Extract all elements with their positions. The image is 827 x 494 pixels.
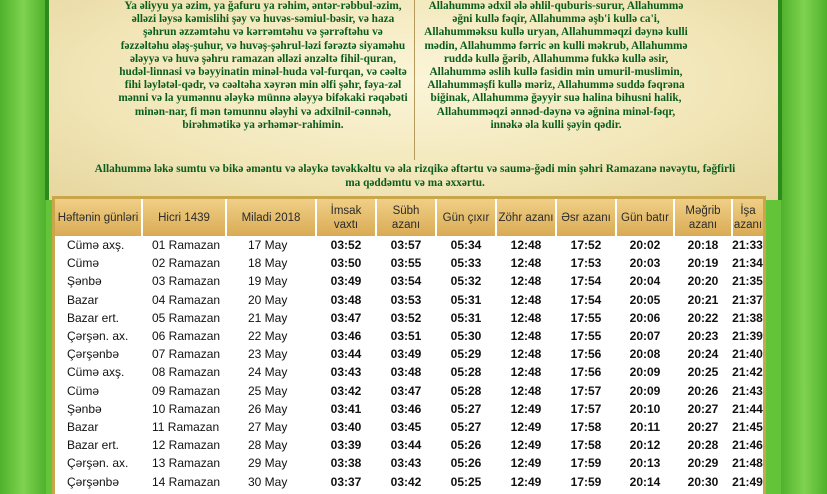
cell-weekday: Cümə (67, 256, 100, 271)
table-header-row (55, 199, 763, 236)
cell-weekday: Şənbə (67, 401, 102, 416)
left-frame-border (0, 0, 46, 494)
cell-dhuhr: 12:48 (510, 365, 542, 380)
cell-dhuhr: 12:49 (510, 474, 542, 489)
cell-gregorian: 20 May (248, 292, 288, 307)
cell-hijri: 02 Ramazan (152, 256, 221, 271)
cell-imsak: 03:40 (316, 418, 376, 436)
cell-asr: 17:53 (570, 256, 602, 271)
table-row (55, 309, 763, 327)
cell-asr: 17:54 (570, 292, 602, 307)
cell-dhuhr: 12:49 (510, 401, 542, 416)
cell-sunrise: 05:27 (436, 418, 496, 436)
cell-isha: 21:35 (732, 272, 763, 290)
cell-maghrib: 20:25 (687, 365, 719, 380)
cell-weekday: Bazar ert. (67, 438, 120, 453)
cell-hijri: 07 Ramazan (142, 345, 226, 363)
cell-maghrib: 20:20 (674, 272, 732, 290)
cell-dhuhr: 12:48 (496, 236, 556, 254)
cell-fajr: 03:52 (376, 309, 436, 327)
table-row (55, 436, 763, 454)
ramadan-schedule-table (52, 196, 766, 494)
cell-hijri: 08 Ramazan (152, 365, 221, 380)
table-row (55, 400, 763, 418)
cell-imsak: 03:48 (330, 292, 362, 307)
cell-sunset: 20:10 (629, 401, 661, 416)
cell-maghrib: 20:22 (674, 309, 732, 327)
table-body (55, 236, 763, 491)
cell-hijri: 03 Ramazan (142, 272, 226, 290)
cell-gregorian: 18 May (248, 256, 288, 271)
cell-gregorian: 27 May (226, 418, 316, 436)
cell-isha: 21:48 (732, 454, 763, 472)
cell-weekday: Çərşən. ax. (55, 454, 142, 472)
cell-imsak: 03:42 (316, 382, 376, 400)
cell-dhuhr: 12:48 (496, 272, 556, 290)
cell-gregorian: 17 May (226, 236, 316, 254)
cell-sunrise: 05:26 (450, 438, 482, 453)
table-row (55, 454, 763, 472)
header-fajr: Sübh azanı (376, 199, 436, 236)
cell-fajr: 03:55 (390, 256, 422, 271)
cell-imsak: 03:46 (330, 329, 362, 344)
cell-sunset: 20:05 (629, 292, 661, 307)
header-sunrise: Gün çıxır (436, 199, 496, 236)
cell-isha: 21:45 (732, 418, 763, 436)
cell-weekday: Şənbə (55, 272, 142, 290)
cell-dhuhr: 12:48 (496, 345, 556, 363)
cell-dhuhr: 12:48 (510, 292, 542, 307)
cell-hijri: 13 Ramazan (142, 454, 226, 472)
cell-gregorian: 30 May (248, 474, 288, 489)
cell-maghrib: 20:21 (687, 292, 719, 307)
cell-sunrise: 05:34 (436, 236, 496, 254)
cell-weekday: Cümə (55, 382, 142, 400)
right-frame-border (781, 0, 827, 494)
cell-dhuhr: 12:49 (510, 438, 542, 453)
cell-isha: 21:33 (732, 236, 763, 254)
table-row (55, 254, 763, 272)
cell-weekday: Bazar (55, 418, 142, 436)
cell-gregorian: 21 May (226, 309, 316, 327)
cell-sunrise: 05:33 (450, 256, 482, 271)
iftar-prayer-text: Allahummə ləkə sumtu və bikə əmәntu və ələykə təvəkkəltu və əla rizqikə əftərtu və saumə-ğədi min şəhri Ramazanə nəvəytu, fəğfirli ma qəddəmtu və ma əxxərtu. (94, 163, 736, 189)
cell-isha: 21:40 (732, 345, 763, 363)
cell-sunset: 20:09 (629, 365, 661, 380)
cell-sunset: 20:06 (616, 309, 674, 327)
cell-sunrise: 05:30 (450, 329, 482, 344)
cell-sunrise: 05:26 (436, 454, 496, 472)
cell-imsak: 03:50 (330, 256, 362, 271)
table-row (55, 345, 763, 363)
cell-fajr: 03:42 (390, 474, 422, 489)
cell-gregorian: 24 May (248, 365, 288, 380)
cell-maghrib: 20:28 (687, 438, 719, 453)
cell-maghrib: 20:23 (687, 329, 719, 344)
cell-asr: 17:55 (556, 309, 616, 327)
cell-weekday: Bazar ert. (55, 309, 142, 327)
header-asr: Əsr azanı (556, 199, 616, 236)
cell-sunrise: 05:31 (450, 292, 482, 307)
text-divider (414, 0, 415, 160)
cell-hijri: 04 Ramazan (152, 292, 221, 307)
cell-isha: 21:43 (732, 382, 763, 400)
cell-asr: 17:57 (570, 401, 602, 416)
cell-gregorian: 25 May (226, 382, 316, 400)
cell-weekday: Çərşənbə (67, 474, 120, 489)
cell-gregorian: 22 May (248, 329, 288, 344)
cell-maghrib: 20:29 (674, 454, 732, 472)
cell-imsak: 03:52 (316, 236, 376, 254)
cell-hijri: 12 Ramazan (152, 438, 221, 453)
header-isha: İşa azanı (732, 199, 763, 236)
cell-sunrise: 05:32 (436, 272, 496, 290)
cell-imsak: 03:37 (330, 474, 362, 489)
cell-imsak: 03:41 (330, 401, 362, 416)
cell-sunset: 20:02 (616, 236, 674, 254)
cell-sunset: 20:12 (629, 438, 661, 453)
cell-isha: 21:44 (732, 401, 763, 416)
header-weekday: Həftənin günləri (55, 199, 142, 236)
cell-isha: 21:46 (732, 438, 763, 453)
table-row (55, 291, 763, 309)
cell-weekday: Cümə axş. (55, 236, 142, 254)
header-hijri: Hicri 1439 (142, 199, 226, 236)
cell-asr: 17:59 (556, 454, 616, 472)
cell-asr: 17:56 (556, 345, 616, 363)
cell-imsak: 03:44 (316, 345, 376, 363)
prayer-text-left: Ya əliyyu ya əzim, ya ğafuru ya rəhim, əntər-rəbbul-əzim, əlləzi ləysə kəmislihi şəy və huvəs-səmiul-bəsir, və haza şəhrun əzzəmtəhu və kərrəmtəhu və şərrəftəhu və fəzzəltəhu ələş-şuhur, və huvəş-şəhrul-ləzi fərəztə siyaməhu ələyyə və huvə şəhru ramazan əlləzi ənzəltə fihil-quran, hudəl-linnasi və bəyyinatin minəl-huda vəl-furqan, və cəəltə fihi ləylətəl-qədr, və cəəltəha xəyrən min əlfi şəhr, fəya-zəl mənni və la yumənnu ələykə münnə ələyyə bifəkaki rəqəbəti minən-nar, fi mən təmunnu ələyhi və adxilnil-cənnəh, birəhmətikə ya ərhəmər-rahimin. (118, 0, 408, 131)
table-row (55, 472, 763, 490)
cell-asr: 17:54 (556, 272, 616, 290)
table-row (55, 327, 763, 345)
cell-gregorian: 19 May (226, 272, 316, 290)
cell-asr: 17:52 (556, 236, 616, 254)
cell-sunrise: 05:27 (450, 401, 482, 416)
cell-asr: 17:56 (570, 365, 602, 380)
header-maghrib: Məğrib azanı (674, 199, 732, 236)
cell-dhuhr: 12:48 (496, 382, 556, 400)
cell-hijri: 09 Ramazan (142, 382, 226, 400)
cell-asr: 17:58 (570, 438, 602, 453)
cell-asr: 17:59 (570, 474, 602, 489)
header-gregorian: Miladi 2018 (226, 199, 316, 236)
table-row (55, 236, 763, 254)
cell-asr: 17:55 (570, 329, 602, 344)
cell-fajr: 03:46 (390, 401, 422, 416)
header-imsak: İmsak vaxtı (316, 199, 376, 236)
cell-maghrib: 20:27 (674, 418, 732, 436)
cell-fajr: 03:48 (390, 365, 422, 380)
cell-fajr: 03:57 (376, 236, 436, 254)
cell-sunset: 20:03 (629, 256, 661, 271)
cell-gregorian: 29 May (226, 454, 316, 472)
cell-dhuhr: 12:48 (510, 329, 542, 344)
cell-asr: 17:57 (556, 382, 616, 400)
cell-weekday: Bazar (67, 292, 99, 307)
cell-dhuhr: 12:48 (510, 256, 542, 271)
table-row (55, 272, 763, 290)
cell-fajr: 03:45 (376, 418, 436, 436)
cell-isha: 21:39 (732, 329, 763, 344)
cell-sunset: 20:04 (616, 272, 674, 290)
cell-weekday: Cümə axş. (67, 365, 125, 380)
cell-imsak: 03:39 (330, 438, 362, 453)
cell-isha: 21:37 (732, 292, 763, 307)
cell-fajr: 03:54 (376, 272, 436, 290)
cell-sunrise: 05:25 (450, 474, 482, 489)
cell-gregorian: 26 May (248, 401, 288, 416)
cell-maghrib: 20:27 (687, 401, 719, 416)
cell-maghrib: 20:19 (687, 256, 719, 271)
cell-hijri: 11 Ramazan (142, 418, 226, 436)
cell-sunset: 20:11 (616, 418, 674, 436)
cell-fajr: 03:53 (390, 292, 422, 307)
cell-maghrib: 20:26 (674, 382, 732, 400)
cell-fajr: 03:43 (376, 454, 436, 472)
cell-sunrise: 05:31 (436, 309, 496, 327)
cell-asr: 17:58 (556, 418, 616, 436)
cell-hijri: 14 Ramazan (152, 474, 221, 489)
cell-dhuhr: 12:48 (496, 309, 556, 327)
cell-imsak: 03:43 (330, 365, 362, 380)
header-sunset: Gün batır (616, 199, 674, 236)
cell-isha: 21:42 (732, 365, 763, 380)
cell-hijri: 05 Ramazan (142, 309, 226, 327)
cell-sunrise: 05:29 (436, 345, 496, 363)
cell-maghrib: 20:30 (687, 474, 719, 489)
cell-sunset: 20:07 (629, 329, 661, 344)
cell-imsak: 03:38 (316, 454, 376, 472)
cell-isha: 21:34 (732, 256, 763, 271)
cell-weekday: Çərşən. ax. (67, 329, 129, 344)
header-dhuhr: Zöhr azanı (496, 199, 556, 236)
cell-sunset: 20:13 (616, 454, 674, 472)
cell-maghrib: 20:24 (674, 345, 732, 363)
cell-sunset: 20:09 (616, 382, 674, 400)
cell-dhuhr: 12:49 (496, 454, 556, 472)
cell-fajr: 03:51 (390, 329, 422, 344)
cell-isha: 21:38 (732, 309, 763, 327)
table-row (55, 382, 763, 400)
cell-gregorian: 28 May (248, 438, 288, 453)
cell-fajr: 03:49 (376, 345, 436, 363)
cell-hijri: 06 Ramazan (152, 329, 221, 344)
table-row (55, 418, 763, 436)
cell-hijri: 01 Ramazan (142, 236, 226, 254)
cell-imsak: 03:47 (316, 309, 376, 327)
cell-sunrise: 05:28 (450, 365, 482, 380)
cell-hijri: 10 Ramazan (152, 401, 221, 416)
cell-gregorian: 23 May (226, 345, 316, 363)
cell-maghrib: 20:18 (674, 236, 732, 254)
table-row (55, 363, 763, 381)
cell-fajr: 03:47 (376, 382, 436, 400)
cell-sunrise: 05:28 (436, 382, 496, 400)
cell-isha: 21:49 (732, 474, 763, 489)
cell-imsak: 03:49 (316, 272, 376, 290)
cell-sunset: 20:08 (616, 345, 674, 363)
cell-sunset: 20:14 (629, 474, 661, 489)
cell-fajr: 03:44 (390, 438, 422, 453)
cell-weekday: Çərşənbə (55, 345, 142, 363)
prayer-text-right: Allahummə ədxil ələ əhlil-quburis-surur, Allahummə əğni kullə fəqir, Allahummə əşb'i kullə ca'i, Allahumməksu kullə uryan, Allahumməqzi dəynə kulli mədin, Allahummə fərric ən kulli məkrub, Allahummə ruddə kullə ğərib, Allahummə fukkə kullə əsir, Allahummə əslih kullə fasidin min umuril-muslimin, Allahumməşfi kullə məriz, Allahummə suddə fəqrəna biğinak, Allahummə ğəyyir suə halina bihusni halik, Allahumməqzi ənnəd-dəynə və əğnina minəl-fəqr, innəkə əla kulli şəyin qədir. (424, 0, 688, 131)
cell-dhuhr: 12:49 (496, 418, 556, 436)
